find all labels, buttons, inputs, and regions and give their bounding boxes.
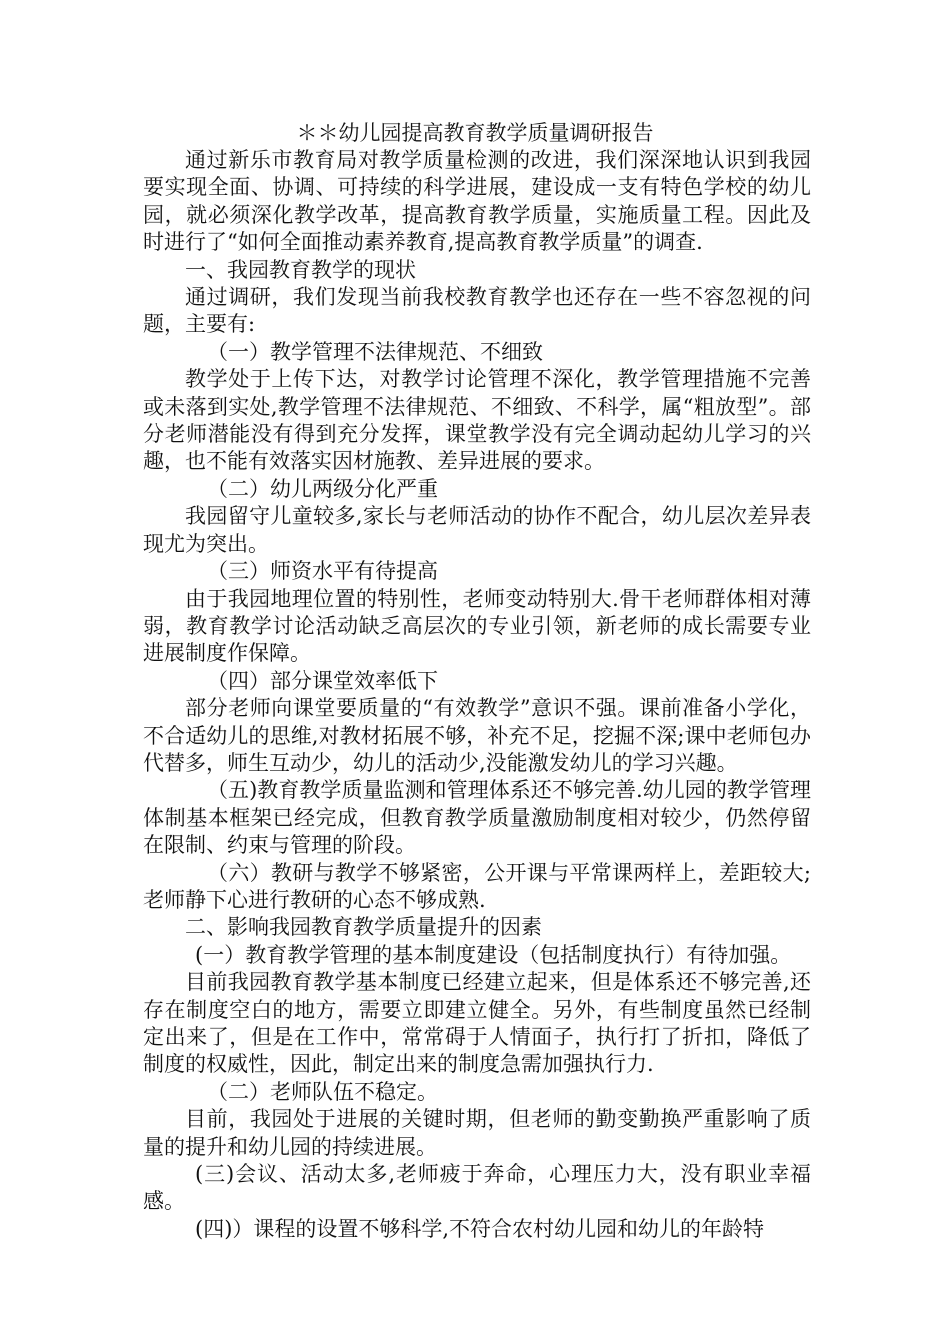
section-heading-2: 二、影响我园教育教学质量提升的因素 — [185, 915, 542, 940]
paragraph: (四)）课程的设置不够科学,不符合农村幼儿园和幼儿的年龄特 — [195, 1216, 765, 1241]
subsection-heading: （一）教学管理不法律规范、不细致 — [207, 339, 543, 364]
intro-paragraph: 通过新乐市教育局对教学质量检测的改进，我们深深地认识到我园要实现全面、协调、可持续的科学进展，建设成一支有特色学校的幼儿园，就必须深化教学改革，提高教育教学质量，实施质量工程。因此及时进行了“如何全面推动素养教育,提高教育教学质量”的调查. — [143, 148, 811, 255]
subsection-heading: （三）师资水平有待提高 — [207, 559, 438, 584]
document-title: ＊＊幼儿园提高教育教学质量调研报告 — [296, 121, 654, 145]
paragraph: 教学处于上传下达，对教学讨论管理不深化，教学管理措施不完善或未落到实处,教学管理不法律规范、不细致、不科学，属“粗放型”。部分老师潜能没有得到充分发挥，课堂教学没有完全调动起幼儿学习的兴趣，也不能有效落实因材施教、差异进展的要求。 — [143, 367, 811, 474]
paragraph: 由于我园地理位置的特别性，老师变动特别大.骨干老师群体相对薄弱，教育教学讨论活动缺乏高层次的专业引领，新老师的成长需要专业进展制度作保障。 — [143, 586, 811, 666]
paragraph: （五)教育教学质量监测和管理体系还不够完善.幼儿园的教学管理体制基本框架已经完成，但教育教学质量激励制度相对较少，仍然停留在限制、约束与管理的阶段。 — [143, 778, 811, 858]
paragraph: 我园留守儿童较多,家长与老师活动的协作不配合，幼儿层次差异表现尤为突出。 — [143, 504, 811, 556]
document-body — [143, 147, 811, 1243]
subsection-heading: （二）幼儿两级分化严重 — [207, 476, 438, 501]
paragraph: （六）教研与教学不够紧密，公开课与平常课两样上，差距较大;老师静下心进行教研的心态不够成熟. — [143, 860, 811, 912]
paragraph: 通过调研，我们发现当前我校教育教学也还存在一些不容忽视的问题，主要有: — [143, 285, 811, 337]
section-heading-1: 一、我园教育教学的现状 — [185, 257, 416, 282]
subsection-heading: （四）部分课堂效率低下 — [207, 668, 438, 693]
paragraph: 部分老师向课堂要质量的“有效教学”意识不强。课前准备小学化，不合适幼儿的思维,对教材拓展不够，补充不足，挖掘不深;课中老师包办代替多，师生互动少，幼儿的活动少,没能激发幼儿的学习兴趣。 — [143, 696, 811, 775]
subsection-heading: (一）教育教学管理的基本制度建设（包括制度执行）有待加强。 — [195, 942, 792, 967]
paragraph: (三)会议、活动太多,老师疲于奔命，心理压力大，没有职业幸福感。 — [143, 1162, 811, 1214]
paragraph: 目前我园教育教学基本制度已经建立起来，但是体系还不够完善,还存在制度空白的地方，需要立即建立健全。另外，有些制度虽然已经制定出来了，但是在工作中，常常碍于人情面子，执行打了折扣，降低了制度的权威性，因此，制定出来的制度急需加强执行力. — [143, 970, 811, 1077]
paragraph: 目前，我园处于进展的关键时期，但老师的勤变勤换严重影响了质量的提升和幼儿园的持续进展。 — [143, 1107, 811, 1159]
subsection-heading: （二）老师队伍不稳定。 — [207, 1079, 438, 1104]
